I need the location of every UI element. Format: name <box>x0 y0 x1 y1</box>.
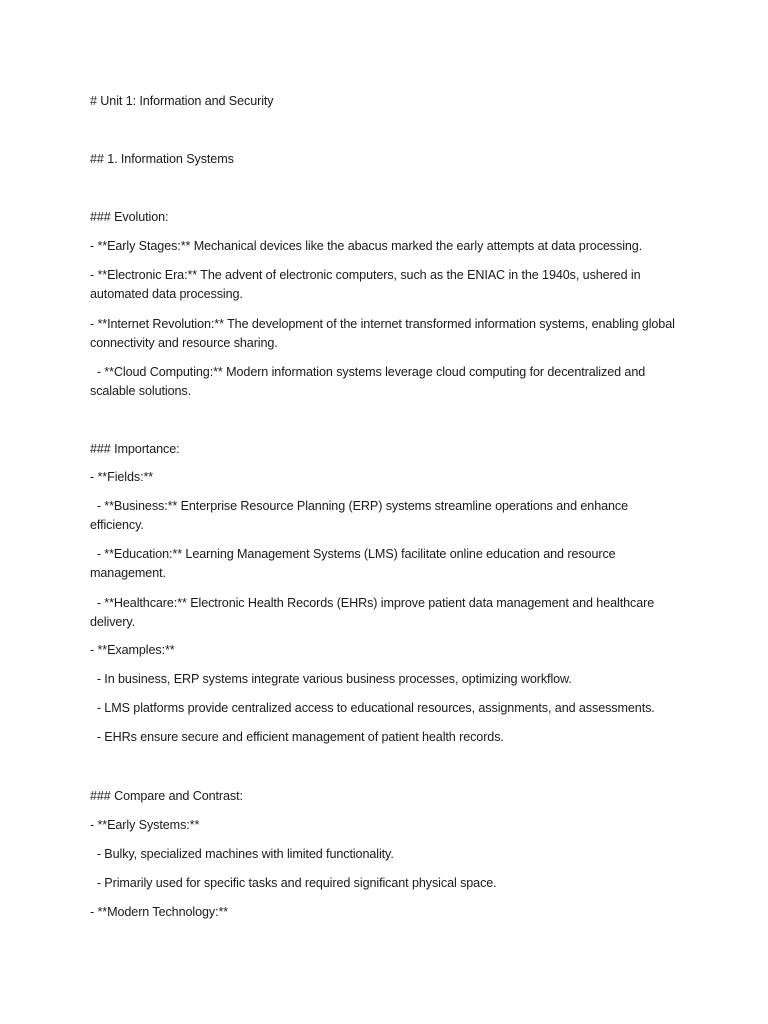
subsection-heading: ### Evolution: <box>90 210 169 224</box>
text-line: - **Healthcare:** Electronic Health Records (EHRs) improve patient data management and healthcare delivery. <box>90 596 658 629</box>
section-heading: ## 1. Information Systems <box>90 152 234 166</box>
text-line: - LMS platforms provide centralized access to educational resources, assignments, and assessments. <box>90 701 655 715</box>
text-line: - EHRs ensure secure and efficient management of patient health records. <box>90 730 504 744</box>
text-line: - **Education:** Learning Management Systems (LMS) facilitate online education and resource management. <box>90 547 619 580</box>
text-line: - **Internet Revolution:** The development of the internet transformed information systems, enabling global connectivity and resource sharing. <box>90 317 679 350</box>
text-line: - **Electronic Era:** The advent of electronic computers, such as the ENIAC in the 1940s, ushered in automated data processing. <box>90 268 644 301</box>
text-line: - **Cloud Computing:** Modern information systems leverage cloud computing for decentralized and scalable solutions. <box>90 365 649 398</box>
text-line: - **Modern Technology:** <box>90 905 229 919</box>
text-line: - **Fields:** <box>90 470 154 484</box>
text-line: - Bulky, specialized machines with limited functionality. <box>90 847 394 861</box>
text-line: - **Early Systems:** <box>90 818 200 832</box>
text-line: - **Early Stages:** Mechanical devices like the abacus marked the early attempts at data processing. <box>90 239 643 253</box>
subsection-heading: ### Compare and Contrast: <box>90 789 243 803</box>
unit-heading: # Unit 1: Information and Security <box>90 94 274 108</box>
text-line: - In business, ERP systems integrate various business processes, optimizing workflow. <box>90 672 572 686</box>
text-line: - **Examples:** <box>90 643 175 657</box>
text-line: - Primarily used for specific tasks and required significant physical space. <box>90 876 497 890</box>
subsection-heading: ### Importance: <box>90 442 180 456</box>
text-line: - **Business:** Enterprise Resource Planning (ERP) systems streamline operations and enhance efficiency. <box>90 499 632 532</box>
